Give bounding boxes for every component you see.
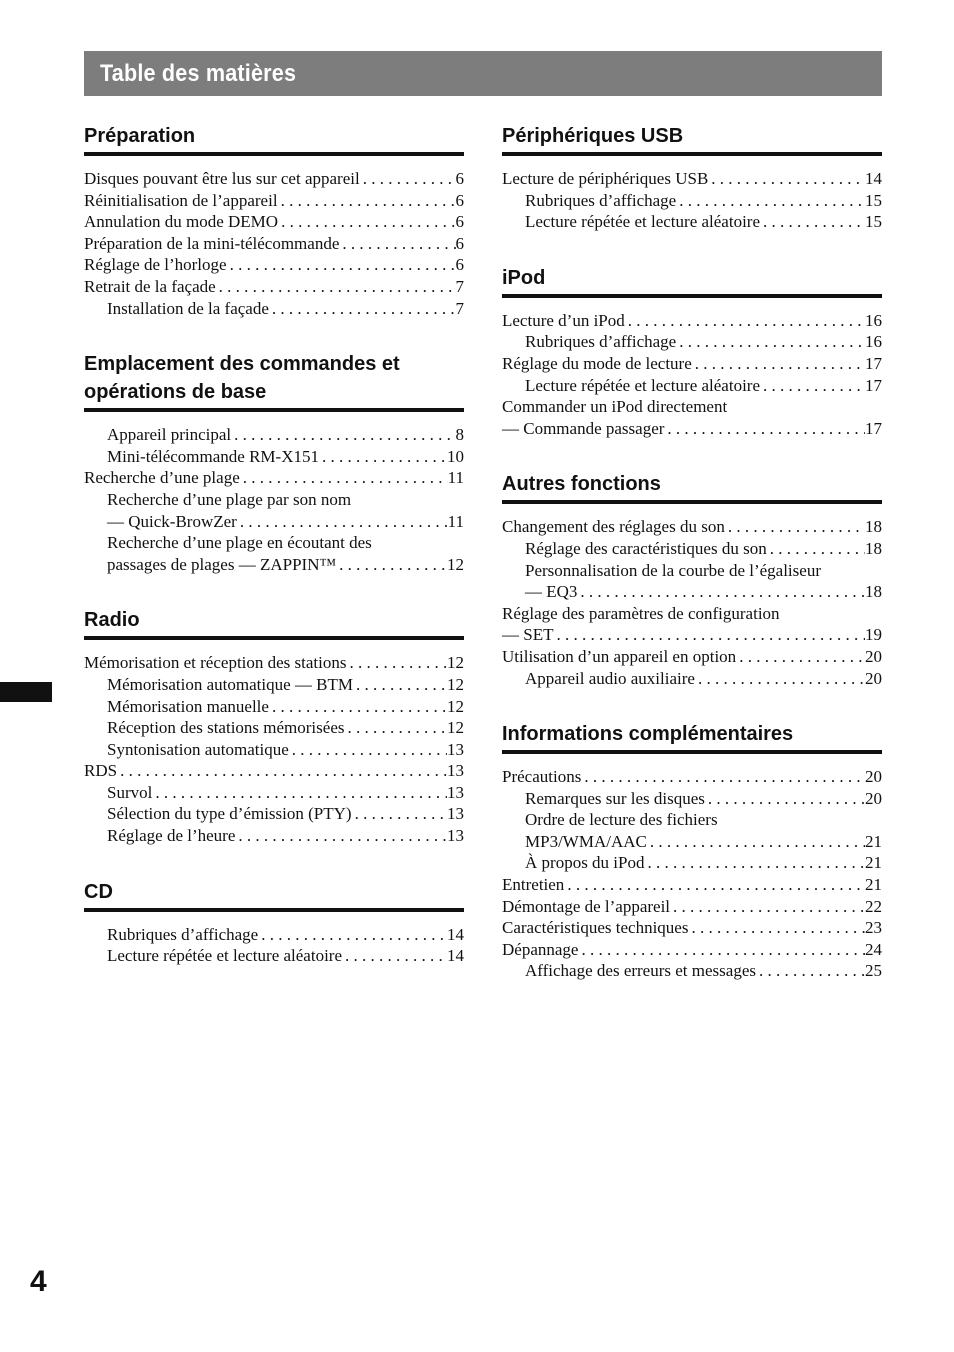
toc-entry-page: 14 bbox=[447, 946, 464, 966]
toc-entry[interactable] bbox=[502, 939, 882, 961]
toc-entry-page: 6 bbox=[455, 169, 464, 188]
dot-leader bbox=[692, 353, 865, 375]
toc-entry[interactable] bbox=[502, 353, 882, 375]
dot-leader bbox=[676, 190, 865, 212]
toc-entry-title: Ordre de lecture des fichiers bbox=[525, 810, 718, 830]
toc-entry[interactable] bbox=[502, 809, 882, 831]
toc-entry-title: Survol bbox=[107, 782, 153, 802]
toc-entry[interactable] bbox=[502, 168, 882, 190]
toc-entry[interactable] bbox=[84, 233, 464, 255]
toc-entry[interactable] bbox=[84, 424, 464, 446]
toc-entry-title: Syntonisation automatique bbox=[107, 739, 289, 759]
dot-leader bbox=[756, 960, 865, 982]
toc-entry[interactable] bbox=[502, 874, 882, 896]
toc-column-left bbox=[84, 118, 464, 994]
toc-entry-page: 7 bbox=[455, 298, 464, 318]
dot-leader bbox=[647, 831, 865, 853]
dot-leader bbox=[705, 788, 865, 810]
section-heading: iPod bbox=[502, 260, 882, 298]
section-heading: Emplacement des commandes et opérations de base bbox=[84, 346, 464, 412]
toc-entry-title: — Quick-BrowZer bbox=[107, 511, 237, 531]
dot-leader bbox=[347, 652, 448, 674]
toc-entry[interactable] bbox=[84, 782, 464, 804]
toc-entry-title: Préparation de la mini-télécommande bbox=[84, 233, 340, 253]
toc-entry[interactable] bbox=[84, 298, 464, 320]
toc-entry[interactable] bbox=[502, 896, 882, 918]
dot-leader bbox=[760, 375, 865, 397]
toc-entry[interactable] bbox=[84, 652, 464, 674]
toc-entry[interactable] bbox=[84, 467, 464, 489]
toc-entry-title: Recherche d’une plage en écoutant des bbox=[107, 533, 372, 553]
toc-entry[interactable] bbox=[84, 168, 464, 190]
dot-leader bbox=[117, 760, 447, 782]
toc-entry-title: Rubriques d’affichage bbox=[525, 190, 677, 210]
toc-section bbox=[84, 118, 464, 319]
dot-leader bbox=[708, 168, 865, 190]
toc-entry-page: 6 bbox=[455, 255, 464, 275]
toc-entry-page: 20 bbox=[865, 767, 882, 787]
toc-entry[interactable] bbox=[502, 331, 882, 353]
toc-entry[interactable] bbox=[502, 375, 882, 397]
toc-entry[interactable] bbox=[502, 516, 882, 538]
toc-entry-title: Utilisation d’un appareil en option bbox=[502, 646, 737, 666]
toc-entry[interactable] bbox=[84, 739, 464, 761]
toc-entry-page: 18 bbox=[865, 517, 882, 537]
toc-entry-title: Annulation du mode DEMO bbox=[84, 212, 279, 232]
dot-leader bbox=[152, 782, 447, 804]
toc-entry[interactable] bbox=[502, 538, 882, 560]
toc-entry-title: Réglage du mode de lecture bbox=[502, 353, 692, 373]
toc-entry[interactable] bbox=[84, 532, 464, 554]
toc-entry-title: À propos du iPod bbox=[525, 853, 645, 873]
toc-entry[interactable] bbox=[84, 945, 464, 967]
toc-entry-page: 12 bbox=[447, 653, 464, 673]
page-title: Table des matières bbox=[100, 59, 297, 87]
toc-entry-page: 17 bbox=[865, 375, 882, 395]
dot-leader bbox=[237, 511, 448, 533]
toc-entry-title: Remarques sur les disques bbox=[525, 788, 705, 808]
dot-leader bbox=[278, 211, 455, 233]
toc-entry-page: 22 bbox=[865, 896, 882, 916]
dot-leader bbox=[339, 233, 455, 255]
toc-entry-title: Démontage de l’appareil bbox=[502, 896, 671, 916]
dot-leader bbox=[344, 717, 447, 739]
toc-entry[interactable] bbox=[502, 418, 882, 440]
toc-entry-page: 21 bbox=[865, 875, 882, 895]
dot-leader bbox=[725, 516, 865, 538]
toc-entry-page: 18 bbox=[865, 538, 882, 558]
dot-leader bbox=[240, 467, 448, 489]
title-bar bbox=[84, 51, 882, 96]
toc-entry-title: Installation de la façade bbox=[107, 298, 269, 318]
toc-entry-page: 18 bbox=[865, 582, 882, 602]
toc-entry[interactable] bbox=[84, 760, 464, 782]
dot-leader bbox=[664, 418, 865, 440]
toc-entry-title: Rubriques d’affichage bbox=[525, 332, 677, 352]
toc-entry-page: 14 bbox=[447, 924, 464, 944]
section-heading: Radio bbox=[84, 602, 464, 640]
toc-entry[interactable] bbox=[502, 603, 882, 625]
toc-entry-title: Lecture d’un iPod bbox=[502, 310, 625, 330]
toc-entry-title: Personnalisation de la courbe de l’égaliseur bbox=[525, 560, 821, 580]
toc-entry-title: Changement des réglages du son bbox=[502, 517, 725, 537]
toc-entry-title: RDS bbox=[84, 761, 118, 781]
dot-leader bbox=[258, 924, 447, 946]
toc-entry-page: 21 bbox=[865, 831, 882, 851]
toc-entry-title: MP3/WMA/AAC bbox=[525, 831, 647, 851]
toc-entry-title: Réglage des paramètres de configuration bbox=[502, 603, 780, 623]
toc-entry-title: — EQ3 bbox=[525, 582, 578, 602]
toc-entry-page: 13 bbox=[447, 782, 464, 802]
toc-entry-title: Précautions bbox=[502, 767, 582, 787]
dot-leader bbox=[581, 766, 865, 788]
dot-leader bbox=[644, 852, 865, 874]
toc-entry-title: passages de plages — ZAPPIN™ bbox=[107, 554, 337, 574]
toc-entry-page: 8 bbox=[455, 425, 464, 445]
toc-entry-title: Appareil audio auxiliaire bbox=[525, 668, 695, 688]
dot-leader bbox=[216, 276, 456, 298]
toc-entry-page: 12 bbox=[447, 554, 464, 574]
toc-entry-title: Entretien bbox=[502, 875, 565, 895]
toc-entry-title: Caractéristiques techniques bbox=[502, 918, 689, 938]
toc-entry-title: Disques pouvant être lus sur cet appareil bbox=[84, 169, 360, 188]
dot-leader bbox=[676, 331, 865, 353]
toc-section bbox=[502, 260, 882, 440]
toc-entry-page: 6 bbox=[455, 190, 464, 210]
toc-entry-page: 12 bbox=[447, 696, 464, 716]
toc-entry[interactable] bbox=[84, 717, 464, 739]
toc-entry[interactable] bbox=[84, 924, 464, 946]
toc-entry-title: Réglage de l’horloge bbox=[84, 255, 227, 275]
toc-entry-title: Recherche d’une plage par son nom bbox=[107, 489, 352, 509]
toc-entry-title: Lecture répétée et lecture aléatoire bbox=[525, 375, 760, 395]
dot-leader bbox=[360, 168, 456, 190]
dot-leader bbox=[688, 917, 865, 939]
toc-entry-title: Lecture répétée et lecture aléatoire bbox=[525, 212, 760, 232]
toc-entry[interactable] bbox=[502, 788, 882, 810]
toc-entry-page: 16 bbox=[865, 310, 882, 330]
toc-entry[interactable] bbox=[502, 211, 882, 233]
dot-leader bbox=[269, 298, 456, 320]
page-number: 4 bbox=[30, 1265, 47, 1298]
toc-entry-page: 19 bbox=[865, 625, 882, 645]
toc-entry-title: Dépannage bbox=[502, 939, 579, 959]
dot-leader bbox=[736, 646, 865, 668]
toc-section bbox=[84, 602, 464, 846]
toc-entry-page: 23 bbox=[865, 918, 882, 938]
toc-entry-title: Retrait de la façade bbox=[84, 276, 216, 296]
toc-entry-page: 10 bbox=[447, 446, 464, 466]
toc-entry-page: 20 bbox=[865, 788, 882, 808]
toc-entry-title: Réception des stations mémorisées bbox=[107, 718, 345, 738]
toc-entry-page: 13 bbox=[447, 826, 464, 846]
toc-entry-page: 12 bbox=[447, 718, 464, 738]
toc-entry-title: Mémorisation manuelle bbox=[107, 696, 269, 716]
toc-entry-page: 25 bbox=[865, 961, 882, 981]
toc-entry-title: Mini-télécommande RM-X151 bbox=[107, 446, 319, 466]
toc-entry-page: 11 bbox=[447, 468, 464, 488]
toc-entry-title: — Commande passager bbox=[502, 418, 665, 438]
dot-leader bbox=[235, 825, 447, 847]
dot-leader bbox=[353, 674, 447, 696]
dot-leader bbox=[319, 446, 447, 468]
toc-entry[interactable] bbox=[84, 825, 464, 847]
toc-entry-page: 20 bbox=[865, 668, 882, 688]
toc-entry[interactable] bbox=[84, 211, 464, 233]
toc-entry-title: Recherche d’une plage bbox=[84, 468, 240, 488]
dot-leader bbox=[342, 945, 447, 967]
toc-entry-title: Affichage des erreurs et messages bbox=[525, 961, 756, 981]
toc-entry[interactable] bbox=[84, 489, 464, 511]
toc-entry-page: 6 bbox=[455, 212, 464, 232]
dot-leader bbox=[625, 310, 865, 332]
dot-leader bbox=[695, 668, 865, 690]
toc-entry[interactable] bbox=[84, 276, 464, 298]
dot-leader bbox=[289, 739, 447, 761]
dot-leader bbox=[231, 424, 455, 446]
dot-leader bbox=[767, 538, 865, 560]
toc-entry-page: 12 bbox=[447, 674, 464, 694]
toc-section bbox=[502, 118, 882, 233]
toc-entry[interactable] bbox=[502, 831, 882, 853]
toc-entry[interactable] bbox=[84, 674, 464, 696]
toc-entry[interactable] bbox=[84, 190, 464, 212]
toc-entry-title: Lecture répétée et lecture aléatoire bbox=[107, 946, 342, 966]
toc-entry-title: — SET bbox=[502, 625, 554, 645]
toc-entry-title: Sélection du type d’émission (PTY) bbox=[107, 804, 352, 824]
toc-entry-title: Réinitialisation de l’appareil bbox=[84, 190, 278, 210]
toc-section bbox=[502, 466, 882, 689]
dot-leader bbox=[269, 696, 447, 718]
toc-entry-title: Appareil principal bbox=[107, 425, 232, 445]
dot-leader bbox=[564, 874, 865, 896]
toc-entry[interactable] bbox=[502, 917, 882, 939]
toc-entry[interactable] bbox=[84, 696, 464, 718]
section-heading: Autres fonctions bbox=[502, 466, 882, 504]
toc-entry[interactable] bbox=[502, 310, 882, 332]
toc-entry[interactable] bbox=[502, 668, 882, 690]
dot-leader bbox=[670, 896, 865, 918]
toc-entry[interactable] bbox=[84, 511, 464, 533]
toc-section bbox=[502, 716, 882, 982]
toc-entry-title: Lecture de périphériques USB bbox=[502, 169, 709, 188]
toc-entry[interactable] bbox=[502, 190, 882, 212]
dot-leader bbox=[553, 624, 865, 646]
toc-section bbox=[84, 874, 464, 967]
toc-entry[interactable] bbox=[502, 766, 882, 788]
toc-entry[interactable] bbox=[502, 960, 882, 982]
toc-entry[interactable] bbox=[84, 446, 464, 468]
section-heading: Informations complémentaires bbox=[502, 716, 882, 754]
section-heading: Préparation bbox=[84, 118, 464, 156]
toc-entry-page: 16 bbox=[865, 332, 882, 352]
toc-entry-page: 14 bbox=[865, 169, 882, 188]
toc-entry-title: Réglage des caractéristiques du son bbox=[525, 538, 767, 558]
toc-entry-page: 20 bbox=[865, 646, 882, 666]
toc-entry-title: Rubriques d’affichage bbox=[107, 924, 259, 944]
toc-entry-page: 17 bbox=[865, 418, 882, 438]
toc-entry[interactable] bbox=[502, 560, 882, 582]
toc-entry-page: 11 bbox=[447, 511, 464, 531]
toc-entry[interactable] bbox=[502, 396, 882, 418]
toc-entry-page: 21 bbox=[865, 853, 882, 873]
toc-entry-page: 13 bbox=[447, 739, 464, 759]
toc-entry-page: 15 bbox=[865, 190, 882, 210]
toc-entry-page: 15 bbox=[865, 212, 882, 232]
dot-leader bbox=[278, 190, 456, 212]
toc-entry-page: 7 bbox=[455, 276, 464, 296]
dot-leader bbox=[227, 254, 456, 276]
toc-entry[interactable] bbox=[502, 852, 882, 874]
toc-entry[interactable] bbox=[84, 554, 464, 576]
dot-leader bbox=[336, 554, 447, 576]
section-heading: Périphériques USB bbox=[502, 118, 882, 156]
toc-entry-title: Réglage de l’heure bbox=[107, 826, 236, 846]
dot-leader bbox=[760, 211, 865, 233]
toc-entry-page: 6 bbox=[455, 233, 464, 253]
toc-entry-title: Commander un iPod directement bbox=[502, 397, 728, 417]
toc-column-right bbox=[502, 118, 882, 1009]
toc-entry-page: 17 bbox=[865, 353, 882, 373]
toc-entry[interactable] bbox=[502, 646, 882, 668]
toc-entry[interactable] bbox=[84, 803, 464, 825]
toc-entry-page: 13 bbox=[447, 761, 464, 781]
toc-entry-page: 24 bbox=[865, 939, 882, 959]
toc-entry[interactable] bbox=[502, 581, 882, 603]
section-tab-marker bbox=[0, 682, 52, 702]
toc-entry[interactable] bbox=[84, 254, 464, 276]
toc-entry[interactable] bbox=[502, 624, 882, 646]
toc-entry-title: Mémorisation et réception des stations bbox=[84, 653, 347, 673]
toc-entry-page: 13 bbox=[447, 804, 464, 824]
dot-leader bbox=[578, 939, 865, 961]
dot-leader bbox=[577, 581, 865, 603]
toc-section bbox=[84, 346, 464, 575]
dot-leader bbox=[352, 803, 447, 825]
toc-entry-title: Mémorisation automatique — BTM bbox=[107, 674, 353, 694]
section-heading: CD bbox=[84, 874, 464, 912]
